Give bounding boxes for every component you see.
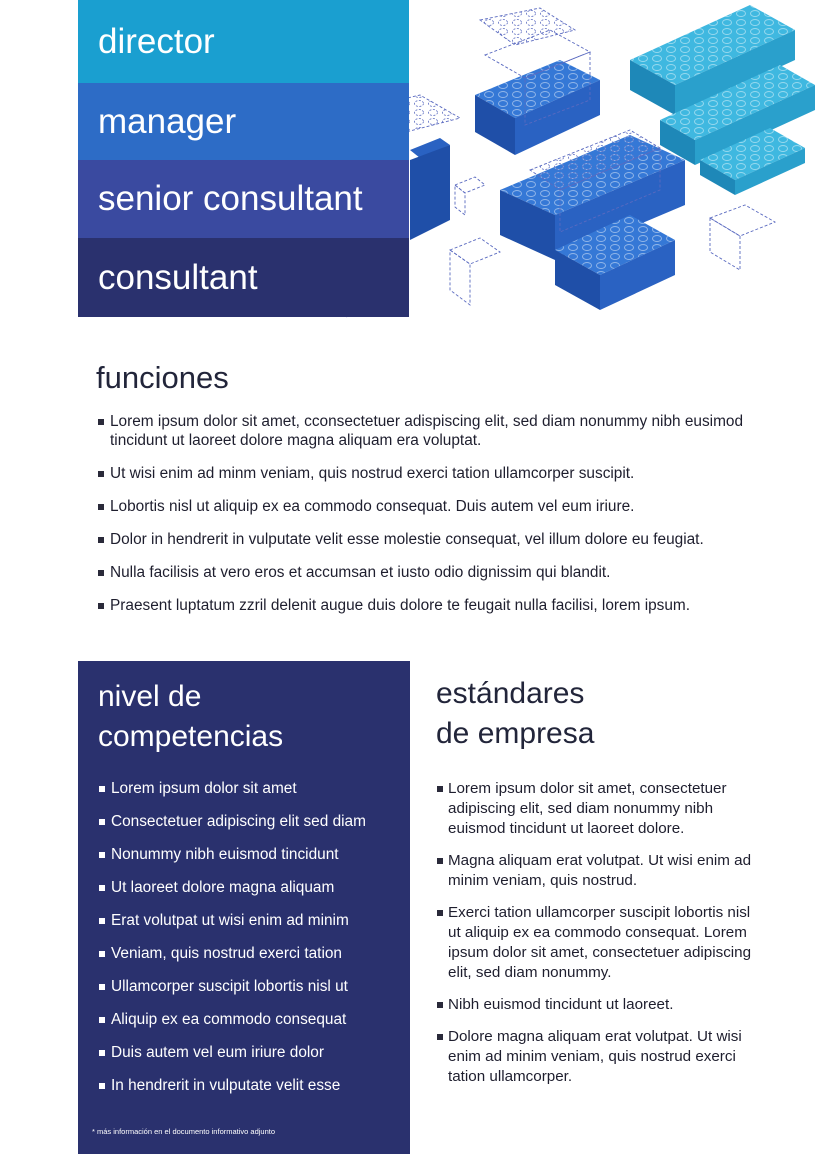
list-item: Ullamcorper suscipit lobortis nisl ut (98, 978, 398, 1011)
list-item: Ut laoreet dolore magna aliquam (98, 879, 398, 912)
estandares-heading (436, 674, 594, 754)
list-item: Dolore magna aliquam erat volutpat. Ut wisi enim ad minim veniam, quis nostrud exerci tation ullamcorper. (436, 1027, 766, 1087)
footnote: * más información en el documento informativo adjunto (92, 1127, 276, 1136)
competencias-heading-line1: nivel de (98, 680, 202, 713)
list-item: Aliquip ex ea commodo consequat (98, 1011, 398, 1044)
competencias-heading-line2: competencias (98, 720, 284, 753)
list-item: Lorem ipsum dolor sit amet, consectetuer adipiscing elit, sed diam nonummy nibh euismod tincidunt ut laoreet dolore. (436, 779, 766, 839)
role-levels (78, 0, 409, 317)
list-item: Nonummy nibh euismod tincidunt (98, 846, 398, 879)
competencias-heading (98, 677, 283, 757)
role-director: director (78, 0, 409, 83)
role-consultant: consultant (78, 238, 409, 317)
list-item: In hendrerit in vulputate velit esse (98, 1077, 398, 1110)
list-item: Praesent luptatum zzril delenit augue duis dolore te feugait nulla facilisi, lorem ipsum. (96, 596, 776, 615)
list-item: Lorem ipsum dolor sit amet, cconsectetuer adispiscing elit, sed diam nonummy nibh eusimod tincidunt ut laoreet dolore magna aliquam era voluptat. (96, 412, 776, 450)
list-item: Consectetuer adipiscing elit sed diam (98, 813, 398, 846)
list-item: Ut wisi enim ad minm veniam, quis nostrud exerci tation ullamcorper suscipit. (96, 464, 776, 483)
estandares-list (436, 779, 766, 1099)
list-item: Dolor in hendrerit in vulputate velit esse molestie consequat, vel illum dolore eu feugiat. (96, 530, 776, 549)
estandares-heading-line2: de empresa (436, 717, 595, 750)
competencias-list (98, 780, 398, 1110)
funciones-heading: funciones (96, 360, 229, 395)
list-item: Lobortis nisl ut aliquip ex ea commodo consequat. Duis autem vel eum iriure. (96, 497, 776, 516)
competencias-panel (78, 661, 410, 1154)
list-item: Nulla facilisis at vero eros et accumsan et iusto odio dignissim qui blandit. (96, 563, 776, 582)
role-senior-consultant: senior consultant (78, 160, 409, 238)
list-item: Veniam, quis nostrud exerci tation (98, 945, 398, 978)
funciones-list (96, 412, 776, 629)
estandares-heading-line1: estándares (436, 677, 585, 710)
role-manager: manager (78, 83, 409, 160)
list-item: Exerci tation ullamcorper suscipit lobortis nisl ut aliquip ex ea commodo consequat. Lorem ipsum dolor sit amet, consectetuer adipiscing elit, sed diam nonummy. (436, 903, 766, 983)
list-item: Lorem ipsum dolor sit amet (98, 780, 398, 813)
list-item: Erat volutpat ut wisi enim ad minim (98, 912, 398, 945)
list-item: Nibh euismod tincidunt ut laoreet. (436, 995, 766, 1015)
list-item: Duis autem vel eum iriure dolor (98, 1044, 398, 1077)
list-item: Magna aliquam erat volutpat. Ut wisi enim ad minim veniam, quis nostrud. (436, 851, 766, 891)
